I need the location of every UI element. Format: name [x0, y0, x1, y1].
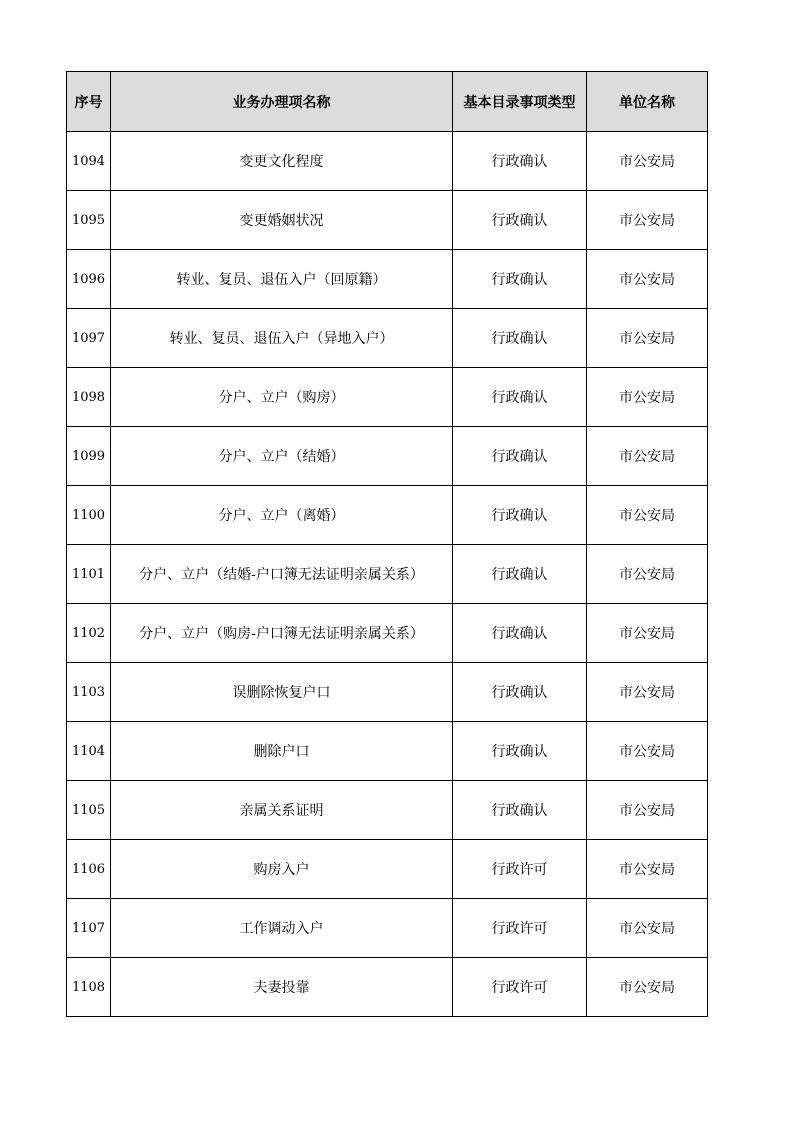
- cell-seq: 1095: [67, 191, 111, 250]
- cell-seq: 1097: [67, 309, 111, 368]
- cell-name: 转业、复员、退伍入户（回原籍）: [111, 250, 453, 309]
- cell-seq: 1103: [67, 663, 111, 722]
- cell-name: 分户、立户（购房）: [111, 368, 453, 427]
- table-row: [67, 840, 708, 899]
- cell-type: 行政确认: [453, 132, 587, 191]
- cell-name: 分户、立户（离婚）: [111, 486, 453, 545]
- header-type: 基本目录事项类型: [453, 72, 587, 132]
- cell-unit: 市公安局: [587, 132, 708, 191]
- cell-name: 转业、复员、退伍入户（异地入户）: [111, 309, 453, 368]
- table-row: [67, 309, 708, 368]
- table-row: [67, 250, 708, 309]
- cell-name: 变更婚姻状况: [111, 191, 453, 250]
- cell-seq: 1104: [67, 722, 111, 781]
- cell-unit: 市公安局: [587, 545, 708, 604]
- cell-seq: 1106: [67, 840, 111, 899]
- cell-type: 行政许可: [453, 958, 587, 1017]
- cell-seq: 1107: [67, 899, 111, 958]
- table-row: [67, 899, 708, 958]
- header-unit: 单位名称: [587, 72, 708, 132]
- cell-type: 行政确认: [453, 486, 587, 545]
- table-header-row: [67, 72, 708, 132]
- cell-type: 行政确认: [453, 781, 587, 840]
- cell-seq: 1096: [67, 250, 111, 309]
- cell-unit: 市公安局: [587, 781, 708, 840]
- cell-type: 行政确认: [453, 427, 587, 486]
- cell-unit: 市公安局: [587, 309, 708, 368]
- cell-name: 误删除恢复户口: [111, 663, 453, 722]
- table-row: [67, 545, 708, 604]
- cell-seq: 1105: [67, 781, 111, 840]
- cell-seq: 1100: [67, 486, 111, 545]
- cell-type: 行政确认: [453, 191, 587, 250]
- cell-type: 行政确认: [453, 604, 587, 663]
- cell-type: 行政确认: [453, 663, 587, 722]
- table-row: [67, 368, 708, 427]
- cell-unit: 市公安局: [587, 899, 708, 958]
- cell-unit: 市公安局: [587, 663, 708, 722]
- cell-type: 行政许可: [453, 840, 587, 899]
- cell-seq: 1101: [67, 545, 111, 604]
- header-seq: 序号: [67, 72, 111, 132]
- cell-unit: 市公安局: [587, 604, 708, 663]
- cell-name: 分户、立户（购房-户口簿无法证明亲属关系）: [111, 604, 453, 663]
- cell-name: 夫妻投靠: [111, 958, 453, 1017]
- cell-name: 分户、立户（结婚-户口簿无法证明亲属关系）: [111, 545, 453, 604]
- service-items-table: [66, 71, 708, 1017]
- cell-type: 行政许可: [453, 899, 587, 958]
- cell-type: 行政确认: [453, 545, 587, 604]
- table-row: [67, 191, 708, 250]
- cell-seq: 1094: [67, 132, 111, 191]
- cell-unit: 市公安局: [587, 250, 708, 309]
- cell-unit: 市公安局: [587, 722, 708, 781]
- table-row: [67, 781, 708, 840]
- cell-seq: 1108: [67, 958, 111, 1017]
- table-row: [67, 604, 708, 663]
- table-row: [67, 427, 708, 486]
- table-row: [67, 663, 708, 722]
- cell-type: 行政确认: [453, 309, 587, 368]
- cell-seq: 1099: [67, 427, 111, 486]
- cell-name: 变更文化程度: [111, 132, 453, 191]
- cell-name: 亲属关系证明: [111, 781, 453, 840]
- cell-name: 工作调动入户: [111, 899, 453, 958]
- cell-unit: 市公安局: [587, 191, 708, 250]
- header-name: 业务办理项名称: [111, 72, 453, 132]
- cell-name: 分户、立户（结婚）: [111, 427, 453, 486]
- cell-name: 删除户口: [111, 722, 453, 781]
- cell-unit: 市公安局: [587, 840, 708, 899]
- cell-type: 行政确认: [453, 368, 587, 427]
- cell-unit: 市公安局: [587, 958, 708, 1017]
- table-row: [67, 132, 708, 191]
- cell-type: 行政确认: [453, 722, 587, 781]
- table-row: [67, 722, 708, 781]
- table-row: [67, 486, 708, 545]
- cell-name: 购房入户: [111, 840, 453, 899]
- cell-unit: 市公安局: [587, 368, 708, 427]
- table-row: [67, 958, 708, 1017]
- cell-seq: 1102: [67, 604, 111, 663]
- cell-unit: 市公安局: [587, 486, 708, 545]
- cell-unit: 市公安局: [587, 427, 708, 486]
- cell-seq: 1098: [67, 368, 111, 427]
- cell-type: 行政确认: [453, 250, 587, 309]
